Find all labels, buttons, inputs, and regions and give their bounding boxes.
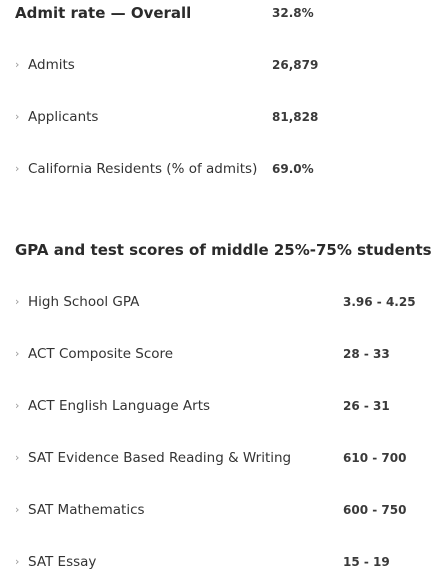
list-item-value: 3.96 - 4.25 bbox=[343, 295, 416, 309]
list-item-sat-essay[interactable] bbox=[15, 554, 441, 576]
chevron-right-icon: › bbox=[15, 451, 20, 464]
list-item-value: 15 - 19 bbox=[343, 555, 390, 569]
list-item-label: ACT Composite Score bbox=[28, 346, 174, 362]
scores-heading: GPA and test scores of middle 25%-75% students bbox=[15, 241, 432, 259]
chevron-right-icon: › bbox=[15, 162, 20, 175]
list-item-applicants[interactable] bbox=[15, 109, 441, 131]
chevron-right-icon: › bbox=[15, 110, 20, 123]
list-item-label: California Residents (% of admits) bbox=[28, 161, 258, 177]
list-item-label: High School GPA bbox=[28, 294, 140, 310]
chevron-right-icon: › bbox=[15, 58, 20, 71]
admit-rate-heading: Admit rate — Overall bbox=[15, 4, 192, 22]
list-item-sat-math[interactable] bbox=[15, 502, 441, 524]
list-item-label: ACT English Language Arts bbox=[28, 398, 211, 414]
list-item-sat-ebrw[interactable] bbox=[15, 450, 441, 472]
chevron-right-icon: › bbox=[15, 503, 20, 516]
list-item-value: 600 - 750 bbox=[343, 503, 407, 517]
list-item-label: Applicants bbox=[28, 109, 99, 125]
admit-rate-value: 32.8% bbox=[272, 6, 314, 20]
list-item-value: 610 - 700 bbox=[343, 451, 407, 465]
list-item-california-residents[interactable] bbox=[15, 161, 441, 183]
list-item-value: 26,879 bbox=[272, 58, 319, 72]
list-item-value: 69.0% bbox=[272, 162, 314, 176]
list-item-act-composite[interactable] bbox=[15, 346, 441, 368]
list-item-value: 28 - 33 bbox=[343, 347, 390, 361]
list-item-act-english[interactable] bbox=[15, 398, 441, 420]
chevron-right-icon: › bbox=[15, 295, 20, 308]
list-item-high-school-gpa[interactable] bbox=[15, 294, 441, 316]
list-item-label: Admits bbox=[28, 57, 75, 73]
list-item-value: 81,828 bbox=[272, 110, 319, 124]
chevron-right-icon: › bbox=[15, 347, 20, 360]
list-item-label: SAT Essay bbox=[28, 554, 97, 570]
list-item-value: 26 - 31 bbox=[343, 399, 390, 413]
list-item-label: SAT Mathematics bbox=[28, 502, 145, 518]
chevron-right-icon: › bbox=[15, 399, 20, 412]
chevron-right-icon: › bbox=[15, 555, 20, 568]
list-item-label: SAT Evidence Based Reading & Writing bbox=[28, 450, 292, 466]
list-item-admits[interactable] bbox=[15, 57, 441, 79]
